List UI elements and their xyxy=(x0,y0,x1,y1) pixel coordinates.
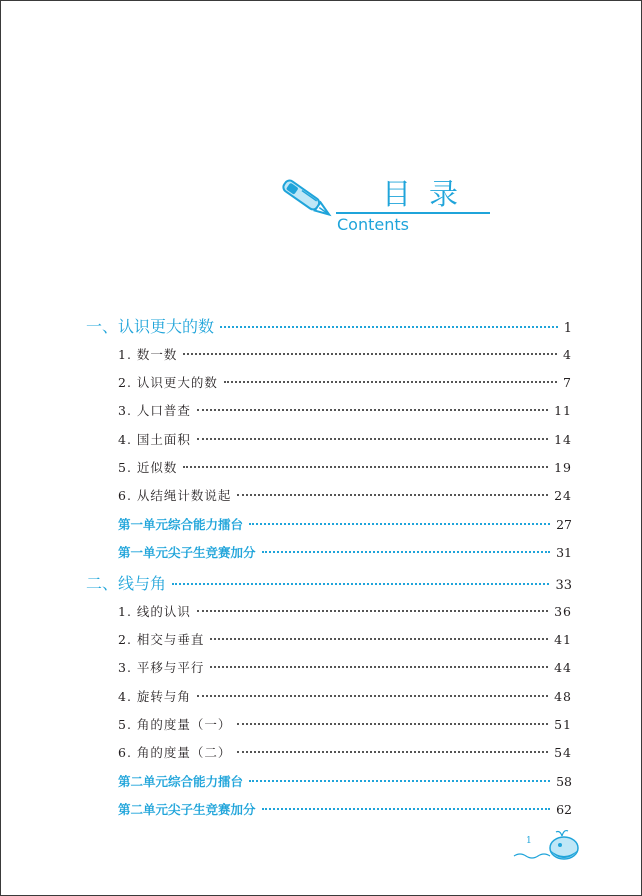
dot-leader xyxy=(210,638,548,640)
dot-leader xyxy=(262,551,551,553)
toc-entry-label: 4. 国土面积 xyxy=(118,432,191,447)
dot-leader xyxy=(197,409,548,411)
toc-item[interactable] xyxy=(118,486,572,504)
toc-page-number: 31 xyxy=(556,545,572,560)
toc-item[interactable] xyxy=(118,373,572,391)
page-number: 1 xyxy=(526,836,532,846)
toc-entry-label: 6. 从结绳计数说起 xyxy=(118,488,232,503)
toc-entry-label: 1. 线的认识 xyxy=(118,604,191,619)
toc-special-item[interactable] xyxy=(118,543,572,561)
toc-entry-label: 3. 平移与平行 xyxy=(118,660,205,675)
toc-entry-label: 第二单元尖子生竞赛加分 xyxy=(118,802,256,817)
toc-page-number: 54 xyxy=(554,745,572,760)
toc-item[interactable] xyxy=(118,743,572,761)
dot-leader xyxy=(262,808,551,810)
toc-page-number: 33 xyxy=(555,578,572,593)
toc-entry-label: 1. 数一数 xyxy=(118,347,178,362)
dot-leader xyxy=(237,751,548,753)
toc-item[interactable] xyxy=(118,602,572,620)
toc-page-number: 1 xyxy=(563,321,572,336)
toc-page-number: 48 xyxy=(554,689,572,704)
dot-leader xyxy=(220,326,558,328)
toc-page-number: 51 xyxy=(554,717,572,732)
dot-leader xyxy=(249,523,550,525)
toc-entry-label: 4. 旋转与角 xyxy=(118,689,191,704)
toc-entry-label: 6. 角的度量（二） xyxy=(118,745,232,760)
toc-subtitle: Contents xyxy=(337,215,409,234)
toc-entry-label: 5. 近似数 xyxy=(118,460,178,475)
toc-chapter[interactable] xyxy=(86,314,572,337)
toc-page-number: 62 xyxy=(556,802,572,817)
toc-item[interactable] xyxy=(118,401,572,419)
toc-item[interactable] xyxy=(118,687,572,705)
toc-special-item[interactable] xyxy=(118,800,572,818)
toc-entry-label: 第二单元综合能力擂台 xyxy=(118,774,244,789)
toc-chapter[interactable] xyxy=(86,571,572,594)
dot-leader xyxy=(237,494,548,496)
whale-mascot-icon xyxy=(512,826,582,862)
dot-leader xyxy=(183,353,557,355)
toc-item[interactable] xyxy=(118,430,572,448)
toc-entry-label: 3. 人口普查 xyxy=(118,403,191,418)
title-underline xyxy=(336,212,490,214)
toc-page-number: 7 xyxy=(563,375,572,390)
toc-page-number: 19 xyxy=(554,460,572,475)
toc-item[interactable] xyxy=(118,345,572,363)
dot-leader xyxy=(237,723,548,725)
toc-entry-label: 一、认识更大的数 xyxy=(86,317,215,336)
toc-entry-label: 2. 认识更大的数 xyxy=(118,375,218,390)
toc-page-number: 41 xyxy=(554,632,572,647)
toc-page-number: 4 xyxy=(563,347,572,362)
toc-special-item[interactable] xyxy=(118,772,572,790)
dot-leader xyxy=(172,583,549,585)
dot-leader xyxy=(197,438,548,440)
toc-title: 目录 xyxy=(382,177,477,211)
toc-item[interactable] xyxy=(118,630,572,648)
toc-item[interactable] xyxy=(118,715,572,733)
dot-leader xyxy=(197,695,548,697)
dot-leader xyxy=(224,381,557,383)
toc-page-number: 11 xyxy=(554,403,572,418)
toc-page-number: 24 xyxy=(554,488,572,503)
toc-entry-label: 5. 角的度量（一） xyxy=(118,717,232,732)
pen-icon xyxy=(276,174,338,224)
toc-page-number: 36 xyxy=(554,604,572,619)
toc-item[interactable] xyxy=(118,658,572,676)
toc-page-number: 14 xyxy=(554,432,572,447)
toc-page-number: 27 xyxy=(556,517,572,532)
dot-leader xyxy=(197,610,548,612)
toc-page-number: 58 xyxy=(556,774,572,789)
dot-leader xyxy=(183,466,548,468)
toc-entry-label: 第一单元综合能力擂台 xyxy=(118,517,244,532)
toc-item[interactable] xyxy=(118,458,572,476)
toc-special-item[interactable] xyxy=(118,515,572,533)
dot-leader xyxy=(210,666,548,668)
toc-page-number: 44 xyxy=(554,660,572,675)
toc-entry-label: 二、线与角 xyxy=(86,574,167,593)
dot-leader xyxy=(249,780,550,782)
toc-entry-label: 2. 相交与垂直 xyxy=(118,632,205,647)
toc-entry-label: 第一单元尖子生竞赛加分 xyxy=(118,545,256,560)
toc-header xyxy=(270,168,500,248)
